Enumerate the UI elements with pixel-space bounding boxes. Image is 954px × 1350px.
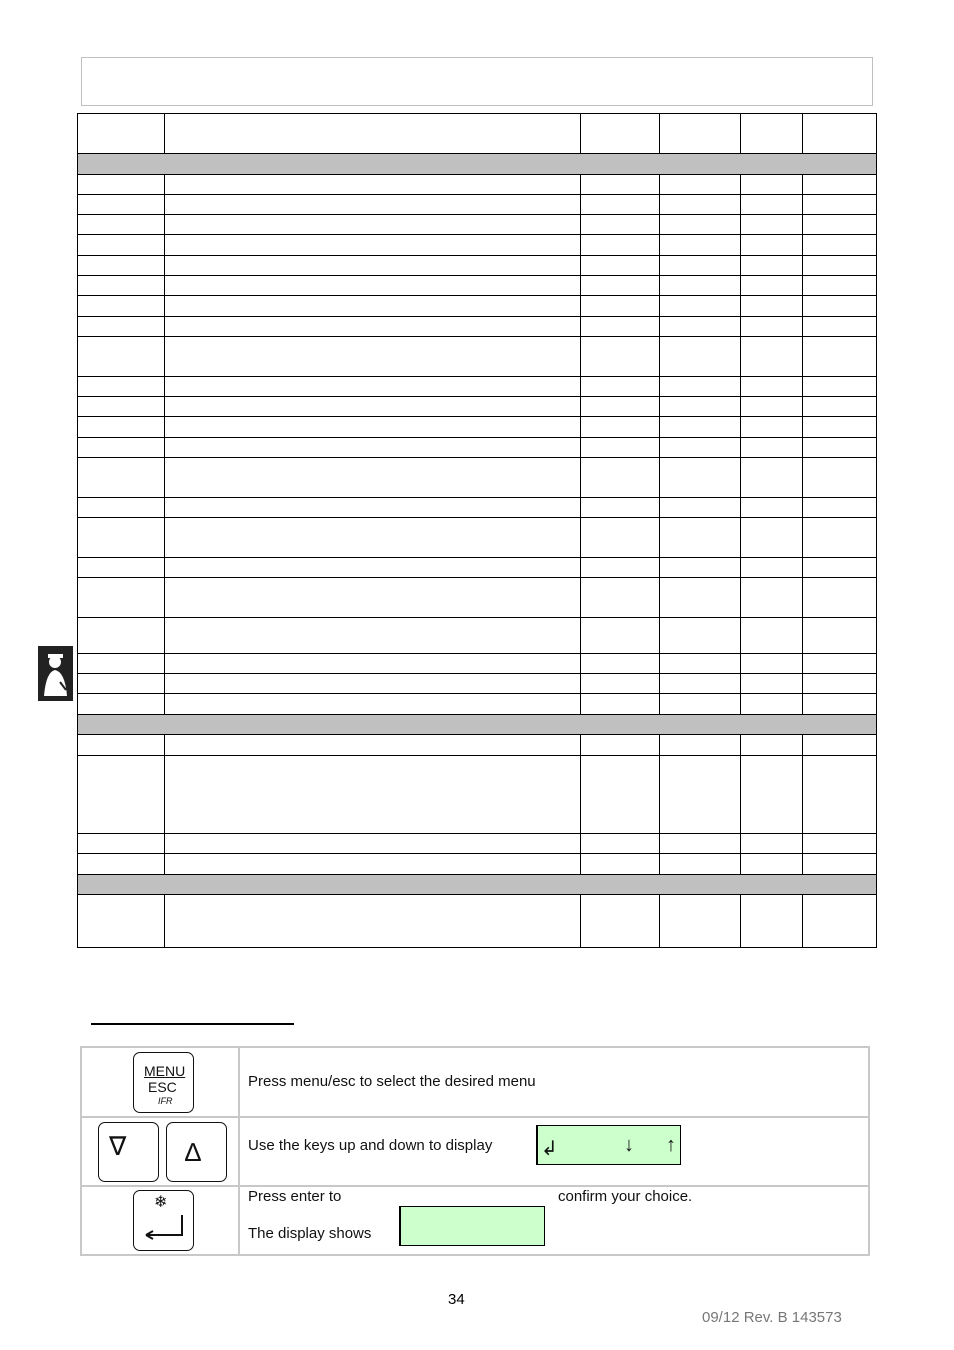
table-cell [581, 558, 660, 578]
table-cell [741, 317, 803, 337]
table-cell [803, 854, 877, 875]
table-cell [78, 397, 165, 417]
table-cell [660, 417, 741, 438]
table-cell [741, 735, 803, 756]
table-cell [803, 674, 877, 694]
parameter-table [77, 113, 877, 948]
table-cell [581, 438, 660, 458]
table-cell [803, 498, 877, 518]
enter-key-icon: ❄ [133, 1190, 194, 1251]
table-cell [660, 114, 741, 154]
table-row [78, 498, 877, 518]
step-text: Use the keys up and down to display [248, 1137, 493, 1154]
table-cell [165, 756, 581, 834]
table-row [78, 337, 877, 377]
table-row [78, 438, 877, 458]
table-cell [165, 674, 581, 694]
section-row [78, 875, 877, 895]
table-cell [741, 337, 803, 377]
table-cell [741, 458, 803, 498]
table-row [78, 558, 877, 578]
table-cell [741, 175, 803, 195]
key-label-top: MENU [144, 1063, 186, 1079]
table-row [78, 175, 877, 195]
table-cell [165, 735, 581, 756]
table-cell [165, 317, 581, 337]
table-cell [165, 337, 581, 377]
table-cell [803, 114, 877, 154]
table-cell [741, 518, 803, 558]
table-cell [660, 256, 741, 276]
menu-esc-key-icon [133, 1052, 194, 1113]
table-row [78, 694, 877, 715]
table-cell [660, 674, 741, 694]
table-cell [581, 674, 660, 694]
step-row [81, 1047, 869, 1117]
table-cell [165, 114, 581, 154]
table-cell [165, 256, 581, 276]
table-cell [660, 578, 741, 618]
step-text-3: The display shows [248, 1225, 372, 1242]
table-cell [581, 337, 660, 377]
table-row [78, 256, 877, 276]
table-cell [741, 296, 803, 317]
table-cell [581, 397, 660, 417]
table-cell [165, 438, 581, 458]
table-cell [581, 756, 660, 834]
table-cell [78, 694, 165, 715]
table-cell [165, 498, 581, 518]
table-cell [660, 337, 741, 377]
table-cell [165, 417, 581, 438]
table-cell [581, 377, 660, 397]
table-cell [741, 895, 803, 948]
table-cell [581, 296, 660, 317]
table-cell [581, 458, 660, 498]
table-cell [660, 895, 741, 948]
table-cell [741, 417, 803, 438]
table-cell [165, 854, 581, 875]
table-cell [660, 518, 741, 558]
table-cell [78, 215, 165, 235]
section-cell [78, 154, 877, 175]
table-cell [78, 276, 165, 296]
table-cell [741, 498, 803, 518]
table-cell [660, 235, 741, 256]
lcd-display [536, 1125, 681, 1165]
table-cell [741, 558, 803, 578]
table-cell [741, 377, 803, 397]
table-cell [165, 377, 581, 397]
table-cell [803, 618, 877, 654]
table-cell [165, 895, 581, 948]
table-cell [660, 735, 741, 756]
table-cell [165, 175, 581, 195]
table-cell [741, 694, 803, 715]
up-key-icon: ∆ [166, 1122, 227, 1182]
table-cell [741, 674, 803, 694]
table-cell [660, 756, 741, 834]
table-cell [581, 276, 660, 296]
table-cell [78, 235, 165, 256]
table-cell [803, 195, 877, 215]
table-cell [78, 854, 165, 875]
table-cell [78, 498, 165, 518]
table-cell [741, 654, 803, 674]
section-heading-underline [91, 1023, 294, 1025]
section-row [78, 154, 877, 175]
table-cell [581, 854, 660, 875]
table-cell [78, 114, 165, 154]
down-key-icon: ∇ [98, 1122, 159, 1182]
table-cell [78, 317, 165, 337]
table-cell [660, 854, 741, 875]
table-cell [165, 558, 581, 578]
table-row [78, 518, 877, 558]
table-cell [660, 834, 741, 854]
table-cell [660, 397, 741, 417]
table-row [78, 854, 877, 875]
table-row [78, 317, 877, 337]
key-brand: IFR [158, 1096, 173, 1106]
table-cell [581, 235, 660, 256]
table-cell [803, 256, 877, 276]
table-cell [165, 276, 581, 296]
table-cell [165, 834, 581, 854]
section-cell [78, 715, 877, 735]
table-cell [78, 834, 165, 854]
table-row [78, 674, 877, 694]
table-cell [803, 694, 877, 715]
technician-icon [38, 646, 73, 701]
table-row [78, 114, 877, 154]
table-row [78, 296, 877, 317]
table-cell [165, 578, 581, 618]
table-cell [660, 694, 741, 715]
table-cell [581, 256, 660, 276]
table-cell [660, 654, 741, 674]
section-row [78, 715, 877, 735]
table-cell [165, 215, 581, 235]
table-cell [581, 654, 660, 674]
step-text: Press enter to [248, 1188, 342, 1205]
table-cell [165, 235, 581, 256]
table-cell [78, 654, 165, 674]
step-text-2: confirm your choice. [558, 1188, 693, 1205]
table-row [78, 215, 877, 235]
table-cell [165, 195, 581, 215]
table-cell [741, 397, 803, 417]
table-cell [803, 895, 877, 948]
table-cell [581, 498, 660, 518]
step-text: Press menu/esc to select the desired menu [248, 1073, 536, 1090]
table-row [78, 735, 877, 756]
table-cell [581, 114, 660, 154]
table-row [78, 618, 877, 654]
table-cell [165, 618, 581, 654]
table-cell [165, 654, 581, 674]
table-cell [803, 296, 877, 317]
table-row [78, 578, 877, 618]
table-cell [803, 276, 877, 296]
table-cell [660, 498, 741, 518]
table-row [78, 458, 877, 498]
table-cell [78, 674, 165, 694]
table-cell [78, 337, 165, 377]
table-cell [741, 276, 803, 296]
section-cell [78, 875, 877, 895]
table-cell [741, 235, 803, 256]
table-cell [660, 195, 741, 215]
table-cell [78, 735, 165, 756]
table-row [78, 895, 877, 948]
table-cell [581, 834, 660, 854]
table-cell [803, 377, 877, 397]
page-header-box [81, 57, 873, 106]
table-cell [803, 735, 877, 756]
table-cell [803, 337, 877, 377]
table-cell [803, 834, 877, 854]
table-cell [741, 854, 803, 875]
table-cell [803, 417, 877, 438]
table-cell [165, 296, 581, 317]
table-cell [78, 458, 165, 498]
table-cell [78, 256, 165, 276]
table-row [78, 756, 877, 834]
table-cell [803, 654, 877, 674]
table-cell [581, 735, 660, 756]
table-cell [741, 256, 803, 276]
table-cell [660, 175, 741, 195]
table-cell [581, 317, 660, 337]
table-cell [78, 175, 165, 195]
table-cell [741, 114, 803, 154]
table-cell [78, 895, 165, 948]
lcd-display [399, 1206, 545, 1246]
down-arrow-icon: ↓ [624, 1134, 634, 1156]
table-cell [803, 397, 877, 417]
table-row [78, 397, 877, 417]
table-cell [803, 215, 877, 235]
table-cell [165, 694, 581, 715]
table-cell [660, 618, 741, 654]
table-cell [581, 618, 660, 654]
table-cell [78, 438, 165, 458]
table-cell [78, 518, 165, 558]
table-cell [803, 438, 877, 458]
page-number: 34 [448, 1291, 465, 1308]
table-cell [581, 215, 660, 235]
table-cell [741, 215, 803, 235]
table-cell [803, 235, 877, 256]
table-row [78, 417, 877, 438]
table-cell [78, 417, 165, 438]
table-row [78, 276, 877, 296]
table-cell [581, 417, 660, 438]
step-row [81, 1186, 869, 1255]
table-cell [165, 397, 581, 417]
table-cell [78, 377, 165, 397]
table-cell [660, 276, 741, 296]
table-cell [741, 618, 803, 654]
table-cell [78, 296, 165, 317]
table-cell [803, 558, 877, 578]
table-cell [660, 438, 741, 458]
step-row [81, 1117, 869, 1186]
table-row [78, 195, 877, 215]
table-cell [803, 756, 877, 834]
table-cell [78, 195, 165, 215]
table-cell [803, 578, 877, 618]
enter-arrow-icon: ↲ [541, 1138, 558, 1160]
table-cell [741, 578, 803, 618]
table-cell [78, 558, 165, 578]
revision-label: 09/12 Rev. B 143573 [702, 1309, 842, 1326]
table-cell [78, 578, 165, 618]
table-cell [78, 618, 165, 654]
table-row [78, 654, 877, 674]
table-cell [165, 458, 581, 498]
table-cell [660, 458, 741, 498]
table-cell [741, 195, 803, 215]
table-cell [660, 377, 741, 397]
table-cell [803, 317, 877, 337]
table-cell [741, 438, 803, 458]
table-cell [581, 694, 660, 715]
table-row [78, 834, 877, 854]
up-arrow-icon: ↑ [666, 1134, 676, 1156]
table-cell [660, 215, 741, 235]
table-cell [660, 558, 741, 578]
table-cell [803, 518, 877, 558]
table-cell [741, 834, 803, 854]
table-cell [581, 175, 660, 195]
table-cell [165, 518, 581, 558]
table-row [78, 377, 877, 397]
table-cell [581, 195, 660, 215]
table-cell [660, 296, 741, 317]
table-cell [741, 756, 803, 834]
key-label-bottom: ESC [148, 1079, 177, 1095]
table-cell [803, 175, 877, 195]
table-cell [803, 458, 877, 498]
table-cell [581, 895, 660, 948]
table-row [78, 235, 877, 256]
table-cell [78, 756, 165, 834]
table-cell [581, 578, 660, 618]
table-cell [660, 317, 741, 337]
table-cell [581, 518, 660, 558]
instruction-table [80, 1046, 870, 1256]
